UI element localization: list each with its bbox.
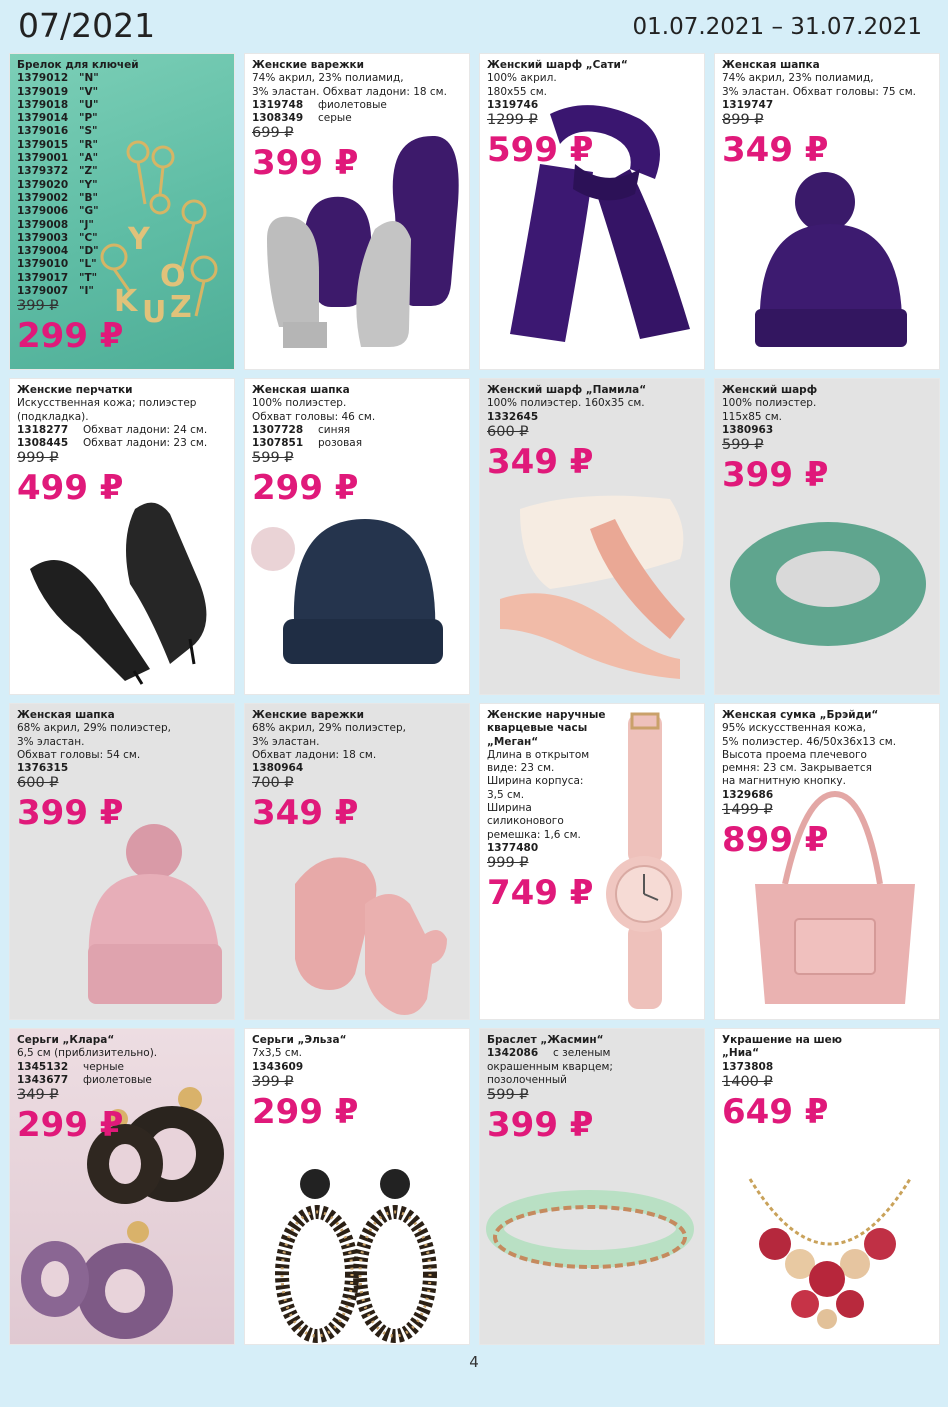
letter: "G" <box>79 205 99 218</box>
product-title: Женская шапка <box>722 59 820 71</box>
old-price: 349 ₽ <box>17 1087 59 1104</box>
letter: "R" <box>79 138 99 151</box>
product-desc: 7x3,5 см. <box>252 1047 302 1060</box>
product-card-scarf-pamila[interactable] <box>479 378 705 695</box>
variant: Обхват ладони: 23 см. <box>83 437 208 450</box>
product-title: кварцевые часы <box>487 722 588 735</box>
product-desc: 6,5 см (приблизительно). <box>17 1047 158 1060</box>
sale-price: 299 ₽ <box>17 1105 124 1146</box>
sale-price: 599 ₽ <box>487 130 594 171</box>
product-title: Женские варежки <box>252 59 365 71</box>
variant: Обхват ладони: 24 см. <box>83 423 208 436</box>
sku: 1379003 <box>17 231 69 244</box>
product-title: Женская шапка <box>17 709 115 721</box>
sku: 1343677 <box>17 1073 69 1086</box>
product-title: Украшение на шею <box>722 1034 842 1046</box>
old-price: 699 ₽ <box>252 125 294 142</box>
variant: фиолетовые <box>83 1073 152 1086</box>
product-title: Женский шарф <box>722 384 818 396</box>
variant: синяя <box>318 423 351 436</box>
product-card-scarf-sati[interactable] <box>479 53 705 370</box>
sku: 1379001 <box>17 152 69 165</box>
product-desc: 3% эластан. <box>17 735 85 748</box>
sale-price: 299 ₽ <box>17 316 124 357</box>
sku: 1342086 <box>487 1047 539 1060</box>
product-desc: 100% полиэстер. <box>252 397 347 410</box>
sku: 1308349 <box>252 112 304 125</box>
sku: 1319747 <box>722 98 774 111</box>
letter: "A" <box>79 152 99 165</box>
product-desc: ремня: 23 см. Закрывается <box>722 762 872 775</box>
product-desc: 3% эластан. <box>252 735 320 748</box>
sku: 1379020 <box>17 178 69 191</box>
product-card-necklace[interactable] <box>714 1028 940 1345</box>
letter: "N" <box>79 72 99 85</box>
sale-price: 899 ₽ <box>722 820 829 861</box>
sale-price: 399 ₽ <box>722 455 829 496</box>
sku: 1376315 <box>17 762 69 775</box>
product-title: Браслет „Жасмин“ <box>487 1034 604 1046</box>
product-desc: 68% акрил, 29% полиэстер, <box>17 722 171 735</box>
old-price: 700 ₽ <box>252 775 294 792</box>
sale-price: 399 ₽ <box>17 793 124 834</box>
sku: 1379010 <box>17 258 69 271</box>
product-card-bracelet[interactable] <box>479 1028 705 1345</box>
sku: 1329686 <box>722 788 774 801</box>
product-desc: Искусственная кожа; полиэстер <box>17 397 197 410</box>
sku: 1379006 <box>17 205 69 218</box>
sku: 1379018 <box>17 98 69 111</box>
product-desc: 5% полиэстер. 46/50x36x13 см. <box>722 735 897 748</box>
catalog-period: 01.07.2021 – 31.07.2021 <box>632 14 922 40</box>
product-desc: Обхват головы: 46 см. <box>252 410 376 423</box>
product-desc: 95% искусственная кожа, <box>722 722 866 735</box>
product-desc: Ширина <box>487 802 532 815</box>
sku: 1379008 <box>17 218 69 231</box>
letter: "Z" <box>79 165 98 178</box>
sku: 1379372 <box>17 165 69 178</box>
product-desc: 115x85 см. <box>722 410 782 423</box>
product-card-mittens-pink[interactable] <box>244 703 470 1020</box>
sale-price: 349 ₽ <box>722 130 829 171</box>
product-desc: Ширина корпуса: <box>487 775 584 788</box>
product-card-keychain[interactable] <box>9 53 235 370</box>
letter: "P" <box>79 112 98 125</box>
product-desc: (подкладка). <box>17 410 89 423</box>
letter: "C" <box>79 231 98 244</box>
sku: 1343609 <box>252 1060 304 1073</box>
product-card-earrings-klara[interactable] <box>9 1028 235 1345</box>
product-title: Серьги „Эльза“ <box>252 1034 347 1046</box>
product-desc: позолоченный <box>487 1073 567 1086</box>
product-card-gloves[interactable] <box>9 378 235 695</box>
sku: 1318277 <box>17 423 69 436</box>
variant: с зеленым <box>553 1047 611 1060</box>
sale-price: 299 ₽ <box>252 1091 359 1132</box>
product-card-hat-purple[interactable] <box>714 53 940 370</box>
old-price: 999 ₽ <box>487 855 529 872</box>
sale-price: 349 ₽ <box>252 793 359 834</box>
product-title: Женский шарф „Сати“ <box>487 59 628 71</box>
product-desc: Обхват ладони: 18 см. <box>252 748 377 761</box>
sku: 1379017 <box>17 271 69 284</box>
sale-price: 399 ₽ <box>252 143 359 184</box>
product-desc: ремешка: 1,6 см. <box>487 828 581 841</box>
letter: "J" <box>79 218 94 231</box>
sku: 1380964 <box>252 762 304 775</box>
sku: 1379016 <box>17 125 69 138</box>
letter: "V" <box>79 85 99 98</box>
product-desc: силиконового <box>487 815 564 828</box>
sku: 1379015 <box>17 138 69 151</box>
product-card-earrings-elza[interactable] <box>244 1028 470 1345</box>
product-desc: 3% эластан. Обхват ладони: 18 см. <box>252 85 447 98</box>
sku: 1379012 <box>17 72 69 85</box>
product-title: Женская шапка <box>252 384 350 396</box>
letter: "L" <box>79 258 97 271</box>
product-title: Женские наручные <box>487 709 606 721</box>
sku: 1373808 <box>722 1060 774 1073</box>
sku: 1308445 <box>17 437 69 450</box>
sku: 1379019 <box>17 85 69 98</box>
sku: 1380963 <box>722 423 774 436</box>
svg-text:Y: Y <box>128 222 150 257</box>
sale-price: 399 ₽ <box>487 1105 594 1146</box>
sale-price: 299 ₽ <box>252 468 359 509</box>
product-desc: 180x55 см. <box>487 85 547 98</box>
old-price: 1299 ₽ <box>487 112 538 129</box>
product-title: Женская сумка „Брэйди“ <box>722 709 879 721</box>
variant: черные <box>83 1060 124 1073</box>
letter: "B" <box>79 191 98 204</box>
old-price: 399 ₽ <box>17 298 59 315</box>
svg-text:K: K <box>114 284 138 319</box>
old-price: 1499 ₽ <box>722 802 773 819</box>
sku: 1379007 <box>17 285 69 298</box>
product-card-scarf-green[interactable] <box>714 378 940 695</box>
product-card-bag[interactable] <box>714 703 940 1020</box>
product-title: Женский шарф „Памила“ <box>487 384 647 396</box>
letter: "U" <box>79 98 99 111</box>
sku: 1379002 <box>17 191 69 204</box>
product-desc: 100% полиэстер. <box>722 397 817 410</box>
sku: 1319748 <box>252 98 304 111</box>
product-card-mittens-purple[interactable] <box>244 53 470 370</box>
letter: "I" <box>79 285 94 298</box>
product-card-hat-blue[interactable] <box>244 378 470 695</box>
letter: "D" <box>79 245 99 258</box>
old-price: 600 ₽ <box>17 775 59 792</box>
product-desc: 68% акрил, 29% полиэстер, <box>252 722 406 735</box>
sku: 1332645 <box>487 410 539 423</box>
old-price: 599 ₽ <box>487 1087 529 1104</box>
svg-text:O: O <box>160 259 186 294</box>
product-desc: Длина в открытом <box>487 748 590 761</box>
old-price: 999 ₽ <box>17 450 59 467</box>
product-title: „Ниа“ <box>722 1047 760 1060</box>
variant: розовая <box>318 437 363 450</box>
product-desc: Высота проема плечевого <box>722 748 867 761</box>
product-title: Женские варежки <box>252 709 365 721</box>
svg-text:U: U <box>142 295 167 330</box>
product-title: Серьги „Клара“ <box>17 1034 115 1046</box>
product-desc: 100% полиэстер. 160x35 см. <box>487 397 645 410</box>
sale-price: 349 ₽ <box>487 441 594 482</box>
old-price: 1400 ₽ <box>722 1073 773 1090</box>
letter: "T" <box>79 271 98 284</box>
letter: "S" <box>79 125 98 138</box>
product-desc: виде: 23 см. <box>487 762 555 775</box>
old-price: 899 ₽ <box>722 112 764 129</box>
product-card-hat-pink[interactable] <box>9 703 235 1020</box>
product-title: Женские перчатки <box>17 384 133 396</box>
sale-price: 499 ₽ <box>17 468 124 509</box>
sku: 1307851 <box>252 437 304 450</box>
svg-text:Z: Z <box>170 290 192 325</box>
old-price: 599 ₽ <box>722 437 764 454</box>
old-price: 599 ₽ <box>252 450 294 467</box>
product-desc: окрашенным кварцем; <box>487 1060 613 1073</box>
catalog-issue: 07/2021 <box>18 6 156 45</box>
sku: 1379014 <box>17 112 69 125</box>
sku: 1319746 <box>487 98 539 111</box>
sale-price: 649 ₽ <box>722 1091 829 1132</box>
old-price: 399 ₽ <box>252 1073 294 1090</box>
product-desc: 3,5 см. <box>487 788 525 801</box>
product-desc: 100% акрил. <box>487 72 557 85</box>
product-desc: 3% эластан. Обхват головы: 75 см. <box>722 85 916 98</box>
product-desc: Обхват головы: 54 см. <box>17 748 141 761</box>
variant: фиолетовые <box>318 98 387 111</box>
letter: "Y" <box>79 178 98 191</box>
product-title: Брелок для ключей <box>17 59 139 71</box>
product-desc: 74% акрил, 23% полиамид, <box>722 72 874 85</box>
product-desc: на магнитную кнопку. <box>722 775 846 788</box>
sku: 1307728 <box>252 423 304 436</box>
product-card-watch[interactable] <box>479 703 705 1020</box>
variant: серые <box>318 112 352 125</box>
page-number: 4 <box>469 1353 479 1371</box>
sku: 1377480 <box>487 841 539 854</box>
sku: 1379004 <box>17 245 69 258</box>
product-title: „Меган“ <box>487 735 539 748</box>
old-price: 600 ₽ <box>487 423 529 440</box>
sku: 1345132 <box>17 1060 69 1073</box>
product-desc: 74% акрил, 23% полиамид, <box>252 72 404 85</box>
sale-price: 749 ₽ <box>487 873 594 914</box>
